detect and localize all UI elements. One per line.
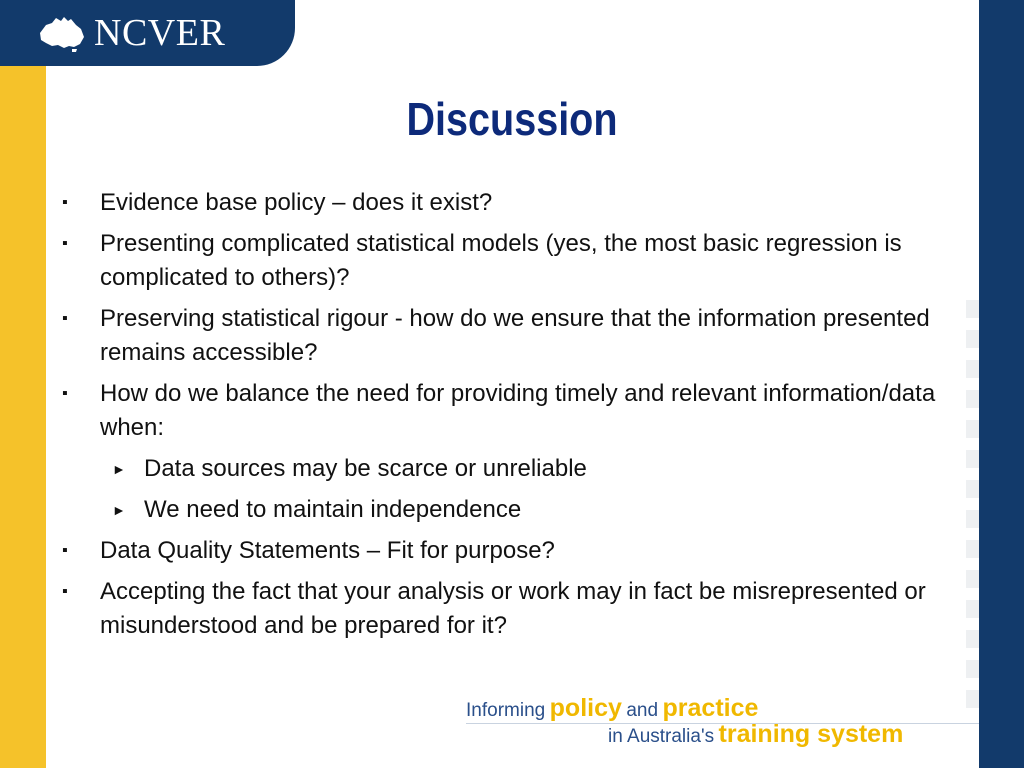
sub-bullet-text: Data sources may be scarce or unreliable — [144, 455, 587, 482]
bullet-list — [62, 186, 967, 650]
square-bullet-icon: ▪ — [62, 583, 68, 600]
bullet-item — [62, 227, 967, 295]
tagline-word: Informing — [466, 700, 546, 721]
triangle-bullet-icon: ► — [112, 461, 126, 477]
slide-title: Discussion — [406, 93, 618, 145]
bullet-text: Accepting the fact that your analysis or work may in fact be misrepresented or misunderstood and be prepared for it? — [100, 578, 926, 639]
right-watermark-pattern — [966, 300, 980, 720]
australia-map-icon — [36, 13, 88, 53]
tagline-word: policy — [549, 694, 622, 722]
square-bullet-icon: ▪ — [62, 310, 68, 327]
sub-bullet-item — [62, 493, 967, 527]
left-gold-stripe — [0, 0, 46, 768]
logo-text: NCVER — [94, 12, 226, 54]
tagline-line-1 — [466, 694, 758, 723]
bullet-item — [62, 534, 967, 568]
tagline-word: in Australia's — [608, 726, 715, 747]
bullet-text: How do we balance the need for providing timely and relevant information/data when: — [100, 380, 936, 441]
bullet-item — [62, 377, 967, 445]
tagline-word: practice — [662, 694, 759, 722]
sub-bullet-item — [62, 452, 967, 486]
bullet-item — [62, 186, 967, 220]
tagline-word: training system — [718, 720, 904, 748]
square-bullet-icon: ▪ — [62, 385, 68, 402]
bullet-text: Presenting complicated statistical models (yes, the most basic regression is complicated to others)? — [100, 230, 902, 291]
ncver-tagline — [466, 692, 974, 752]
square-bullet-icon: ▪ — [62, 235, 68, 252]
sub-bullet-text: We need to maintain independence — [144, 496, 522, 523]
ncver-logo — [0, 0, 295, 66]
bullet-text: Preserving statistical rigour - how do we ensure that the information presented remains accessible? — [100, 305, 930, 366]
bullet-item — [62, 302, 967, 370]
bullet-text: Evidence base policy – does it exist? — [100, 189, 493, 216]
bullet-text: Data Quality Statements – Fit for purpose? — [100, 537, 555, 564]
triangle-bullet-icon: ► — [112, 502, 126, 518]
right-navy-stripe — [979, 0, 1024, 768]
tagline-line-2 — [608, 720, 903, 749]
tagline-word: and — [626, 700, 659, 721]
square-bullet-icon: ▪ — [62, 542, 68, 559]
bullet-item — [62, 575, 967, 643]
square-bullet-icon: ▪ — [62, 194, 68, 211]
